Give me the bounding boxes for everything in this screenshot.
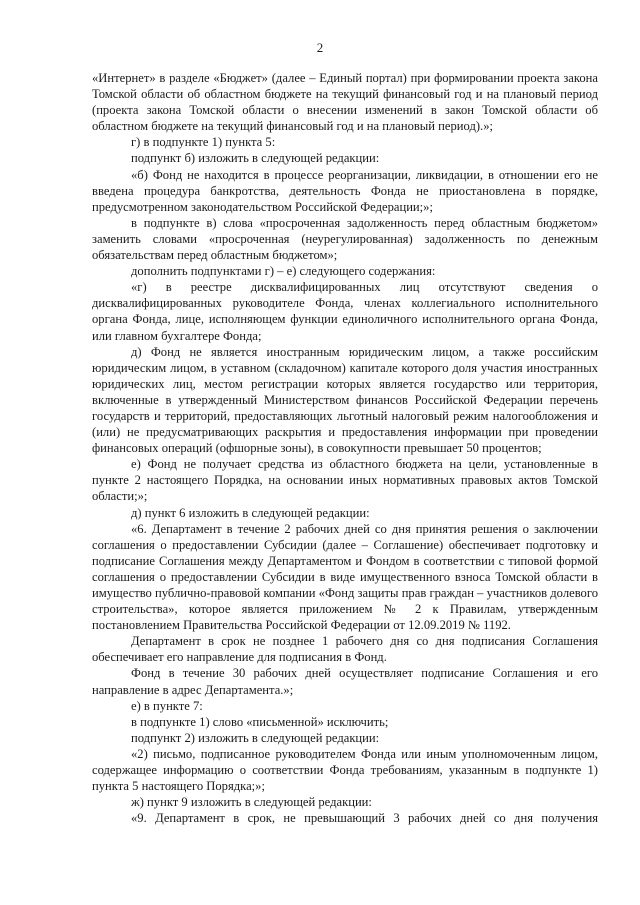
- paragraph: подпункт 2) изложить в следующей редакции:: [131, 730, 380, 745]
- paragraph: г) в подпункте 1) пункта 5:: [131, 135, 276, 150]
- paragraph: «б) Фонд не находится в процессе реорганизации, ликвидации, в отношении его не введена процедура банкротства, деятельность Фонда не приостановлена в порядке, предусмотренном законодательством Российской Федерации;»;: [92, 167, 598, 214]
- paragraph: д) пункт 6 изложить в следующей редакции:: [131, 505, 370, 520]
- paragraph: «2) письмо, подписанное руководителем Фонда или иным уполномоченным лицом, содержащее информацию о соответствии Фонда требованиям, указанным в подпункте 1) пункта 5 настоящего Порядка;»;: [92, 746, 598, 794]
- paragraph: «6. Департамент в течение 2 рабочих дней со дня принятия решения о заключении соглашения о предоставлении Субсидии (далее – Соглашение) обеспечивает подготовку и подписание Соглашения между Департаментом и Фондом в соответствии с типовой формой соглашения о предоставлении Субсидии в виде имущественного взноса Томской области в имущество публично-правовой компании «Фонд защиты прав граждан – участников долевого строительства», которое является приложением № 2 к Правилам, утвержденным постановлением Правительства Российской Федерации от 12.09.2019 № 1192.: [92, 521, 598, 633]
- paragraph: дополнить подпунктами г) – е) следующего содержания:: [131, 264, 436, 279]
- paragraph: подпункт б) изложить в следующей редакции:: [131, 151, 380, 166]
- paragraph: ж) пункт 9 изложить в следующей редакции:: [131, 795, 372, 810]
- paragraph: «Интернет» в разделе «Бюджет» (далее – Единый портал) при формировании проекта закона Томской области об областном бюджете на текущий финансовый год и на плановый период (проекта закона Томской области о внесении изменений в закон Томской области об областном бюджете на текущий финансовый год и на плановый период).»;: [92, 71, 598, 134]
- paragraph: в подпункте в) слова «просроченная задолженность перед областным бюджетом» заменить словами «просроченная (неурегулированная) задолженность по денежным обязательствам перед областным бюджетом»;: [92, 215, 598, 263]
- paragraph: е) в пункте 7:: [131, 698, 203, 713]
- page-number: 2: [316, 40, 324, 55]
- paragraph: е) Фонд не получает средства из областного бюджета на цели, установленные в пункте 2 настоящего Порядка, на основании иных нормативных правовых актов Томской области;»;: [92, 457, 598, 504]
- document-body: [92, 70, 598, 826]
- paragraph: Департамент в срок не позднее 1 рабочего дня со дня подписания Соглашения обеспечивает его направление для подписания в Фонд.: [92, 634, 598, 665]
- paragraph: Фонд в течение 30 рабочих дней осуществляет подписание Соглашения и его направление в адрес Департамента.»;: [92, 666, 598, 697]
- paragraph: «9. Департамент в срок, не превышающий 3 рабочих дней со дня получения: [131, 811, 598, 826]
- paragraph: «г) в реестре дисквалифицированных лиц отсутствуют сведения о дисквалифицированных руководителе Фонда, членах коллегиального исполнительного органа Фонда, лице, исполняющем функции единоличного исполнительного органа Фонда, или главном бухгалтере Фонда;: [92, 280, 598, 343]
- paragraph: в подпункте 1) слово «письменной» исключить;: [131, 714, 389, 729]
- paragraph: д) Фонд не является иностранным юридическим лицом, а также российским юридическим лицом, в уставном (складочном) капитале которого доля участия иностранных юридических лиц, местом регистрации которых является государство или территория, включенные в утвержденный Министерством финансов Российской Федерации перечень государств и территорий, предоставляющих льготный налоговый режим налогообложения и (или) не предусматривающих раскрытия и предоставления информации при проведении финансовых операций (офшорные зоны), в совокупности превышает 50 процентов;: [92, 344, 598, 456]
